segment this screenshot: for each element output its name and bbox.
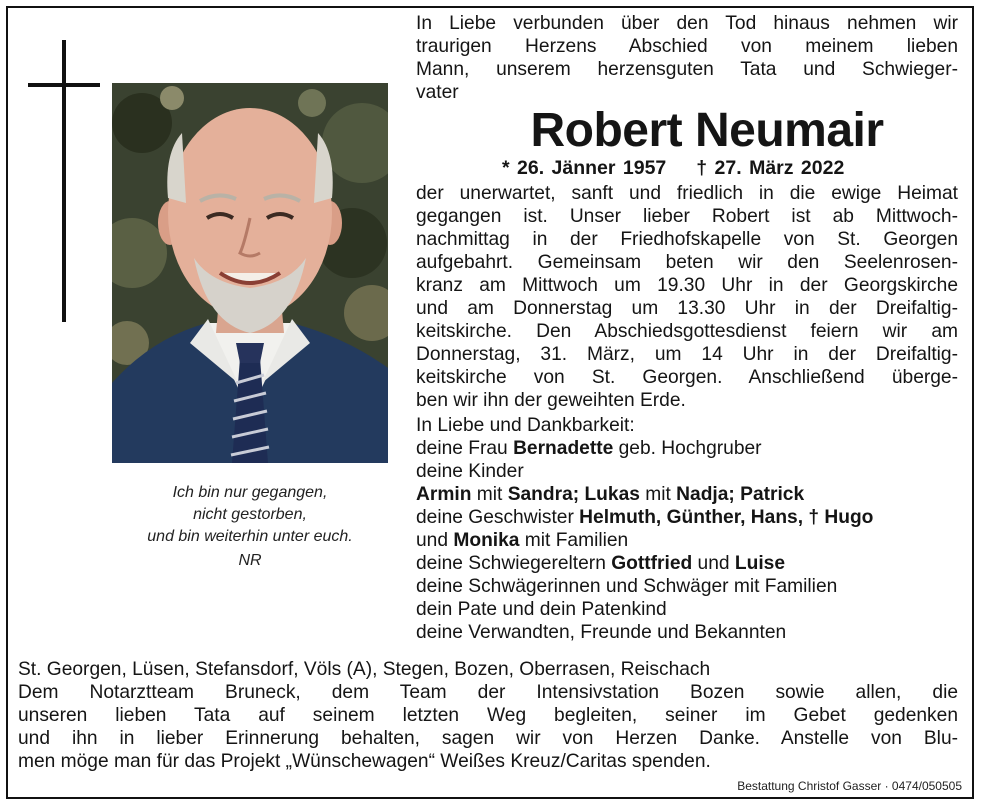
intro-line: In Liebe verbunden über den Tod hinaus nehmen wir [416,13,958,34]
thanks-line: men möge man für das Projekt „Wünschewagen“ Weißes Kreuz/Caritas spenden. [18,751,711,772]
label-text: und [416,530,454,551]
quote-line: und bin weiterhin unter euch. [147,528,353,545]
quote-line: nicht gestorben, [193,506,307,523]
mourner-godparent: dein Pate und dein Patenkind [416,599,667,620]
thanks-line: und ihn in lieber Erinnerung behalten, sagen wir von Herzen Danke. Anstelle von Blu- [18,728,958,749]
closing-section [18,658,958,773]
mourner-wife [416,437,958,460]
parent-name: Luise [734,553,786,574]
child-name: Armin [416,484,472,505]
label-text: und [692,553,735,574]
mourners-intro: In Liebe und Dankbarkeit: [416,415,635,436]
mourner-relatives: deine Verwandten, Freunde und Bekannten [416,622,787,643]
body-line: nachmittag in der Friedhofskapelle von St. Georgen [416,229,958,250]
children-label: deine Kinder [416,461,524,482]
intro-line: vater [416,82,459,103]
body-line: kranz am Mittwoch um 19.30 Uhr in der Georgskirche [416,275,958,296]
life-dates [502,156,958,180]
body-line: aufgebahrt. Gemeinsam beten wir den Seelenrosen- [416,252,958,273]
body-line: keitskirche. Den Abschiedsgottesdienst feiern wir am [416,321,958,342]
portrait-photo [112,83,388,463]
memorial-quote [112,482,388,572]
cross-horizontal-bar [28,83,100,87]
deceased-name: Robert Neumair [530,104,884,157]
sibling-name: Monika [453,530,520,551]
places-line: St. Georgen, Lüsen, Stefansdorf, Völs (A), Stegen, Bozen, Oberrasen, Reischach [18,659,711,680]
child-name: Nadja; Patrick [676,484,805,505]
obituary-notice [6,6,974,799]
body-line: keitskirche von St. Georgen. Anschließend überge- [416,367,958,388]
body-line: ben wir ihn der geweihten Erde. [416,390,686,411]
label-text: geb. Hochgruber [613,438,762,459]
body-line: gegangen ist. Unser lieber Robert ist ab Mittwoch- [416,206,958,227]
label-text: mit Familien [519,530,629,551]
funeral-home-footer: Bestattung Christof Gasser · 0474/050505 [737,779,962,793]
quote-signature: NR [238,552,262,569]
mourner-children [416,483,958,506]
body-line: und am Donnerstag um 13.30 Uhr in der Dreifaltig- [416,298,958,319]
wife-name: Bernadette [513,438,614,459]
main-text-column [416,12,958,644]
birth-date: * 26. Jänner 1957 [502,157,667,179]
sibling-names: Helmuth, Günther, Hans, † Hugo [579,507,874,528]
thanks-line: Dem Notarztteam Bruneck, dem Team der Intensivstation Bozen sowie allen, die [18,682,958,703]
label-text: mit [639,484,677,505]
mourner-siblings-cont [416,529,958,552]
body-line: der unerwartet, sanft und friedlich in die ewige Heimat [416,183,958,204]
mourners-list [416,414,958,644]
quote-line: Ich bin nur gegangen, [172,484,328,501]
label-text: deine Frau [416,438,514,459]
thanks-line: unseren lieben Tata auf seinem letzten Weg begleiten, seiner im Gebet gedenken [18,705,958,726]
label-text: deine Schwiegereltern [416,553,612,574]
label-text: mit [471,484,508,505]
child-name: Sandra; Lukas [507,484,640,505]
label-text: deine Geschwister [416,507,580,528]
body-line: Donnerstag, 31. März, um 14 Uhr in der Dreifaltig- [416,344,958,365]
intro-line: traurigen Herzens Abschied von meinem lieben [416,36,958,57]
mourner-siblings [416,506,958,529]
mourner-in-laws: deine Schwägerinnen und Schwäger mit Familien [416,576,838,597]
mourner-parents-in-law [416,552,958,575]
intro-line: Mann, unserem herzensguten Tata und Schwieger- [416,59,958,80]
parent-name: Gottfried [611,553,693,574]
death-date: † 27. März 2022 [696,157,845,179]
